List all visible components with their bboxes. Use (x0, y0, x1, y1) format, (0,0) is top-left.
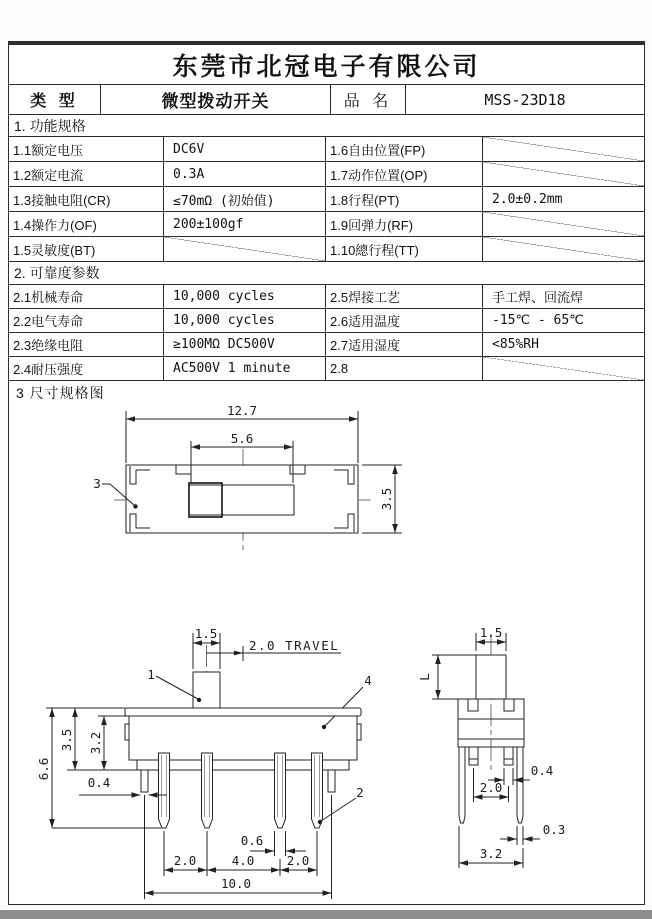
dimension-drawing (9, 405, 644, 909)
spec-label: 1.7动作位置(OP) (326, 162, 483, 186)
extension-lines (275, 831, 286, 856)
dim-height-with-base: 3.5 (59, 728, 74, 752)
spec-label: 2.1机械寿命 (9, 285, 164, 308)
side-tab (357, 724, 361, 740)
terminal-pin (202, 753, 213, 828)
spec-label: 1.2额定电流 (9, 162, 164, 186)
side-view-drawing (417, 625, 565, 868)
empty-cell (483, 357, 644, 380)
spec-value: 10,000 cycles (164, 285, 326, 308)
spec-row-1-2 (9, 162, 644, 187)
slider-knob-front (193, 672, 220, 708)
leader-label-cover: 4 (364, 673, 372, 688)
dim-overall-height: 6.6 (36, 757, 51, 781)
spec-value: ≤70mΩ (初始值) (164, 187, 326, 211)
spec-label: 1.8行程(PT) (326, 187, 483, 211)
dim-overall-width: 12.7 (226, 405, 258, 418)
dim-pin-width: 0.4 (530, 763, 554, 778)
leader-line (156, 676, 198, 699)
empty-cell (483, 212, 644, 236)
dim-lug-span: 10.0 (220, 876, 252, 891)
spec-label: 1.4操作力(OF) (9, 212, 164, 236)
dim-pitch-1: 2.0 (173, 853, 197, 868)
spec-row-1-4 (9, 212, 644, 237)
spec-sheet (8, 41, 645, 905)
dim-knob-width: 1.5 (194, 626, 218, 641)
spec-label: 2.7适用湿度 (326, 333, 483, 356)
front-view-drawing (36, 626, 372, 899)
dim-slot-width: 5.6 (230, 431, 254, 446)
dim-pin-pitch: 2.0 (479, 780, 503, 795)
dim-lug-width: 0.4 (87, 775, 111, 790)
leader-dot (318, 820, 322, 824)
spec-value: 手工焊、回流焊 (492, 290, 584, 305)
travel-arrow (234, 651, 243, 656)
leader-line (321, 798, 356, 821)
leader-label-housing: 3 (93, 476, 101, 491)
switch-body-top (126, 465, 358, 533)
spec-label: 2.5焊接工艺 (326, 285, 483, 308)
type-label: 类 型 (9, 85, 101, 114)
dim-knob-height: L (417, 673, 432, 681)
empty-cell (483, 137, 644, 161)
empty-cell (164, 237, 326, 261)
spec-label: 1.5灵敏度(BT) (9, 237, 164, 261)
empty-cell (483, 162, 644, 186)
terminal-pin-side (504, 747, 513, 765)
spec-row-2-1 (9, 285, 644, 309)
title-row (9, 45, 644, 85)
spec-label: 2.6适用温度 (326, 309, 483, 332)
type-row (9, 85, 644, 115)
leader-dot (133, 504, 137, 508)
spec-label: 1.9回弹力(RF) (326, 212, 483, 236)
terminal-pin (275, 753, 286, 828)
section2-title: 2. 可靠度参数 (9, 262, 644, 285)
spec-value: 2.0±0.2mm (492, 191, 563, 207)
empty-cell (483, 237, 644, 261)
section1-title: 1. 功能规格 (9, 115, 644, 137)
spec-value: 10,000 cycles (164, 309, 326, 332)
extension-lines (432, 655, 476, 699)
spec-label: 2.4耐压强度 (9, 357, 164, 380)
cover-plate (125, 708, 361, 716)
dim-pitch-2: 4.0 (231, 853, 255, 868)
leader-dot (322, 725, 326, 729)
top-view-drawing (93, 405, 402, 554)
spec-label: 2.2电气寿命 (9, 309, 164, 332)
spec-label: 1.3接触电阻(CR) (9, 187, 164, 211)
spec-label: 2.3绝缘电阻 (9, 333, 164, 356)
dim-body-depth: 3.5 (379, 487, 394, 511)
extension-lines (517, 826, 523, 845)
dim-travel: 2.0 TRAVEL (249, 638, 340, 653)
company-name: 东莞市北冠电子有限公司 (172, 53, 481, 81)
spec-row-2-4 (9, 357, 644, 381)
dim-leg-thickness: 0.3 (542, 822, 566, 837)
spec-label: 1.10總行程(TT) (326, 237, 483, 261)
spec-row-2-3 (9, 333, 644, 357)
spec-value: AC500V 1 minute (164, 357, 326, 380)
spec-value: 0.3A (164, 162, 326, 186)
terminal-pin (312, 753, 323, 828)
spec-value: DC6V (164, 137, 326, 161)
mounting-lug (328, 770, 335, 792)
terminal-pin (159, 753, 170, 828)
side-tab (125, 724, 129, 740)
terminal-pin-side (469, 747, 478, 765)
spec-value: 200±100gf (164, 212, 326, 236)
dim-terminal-width: 0.6 (240, 833, 264, 848)
scan-edge-artifact (0, 910, 652, 919)
spec-label: 1.1额定电压 (9, 137, 164, 161)
mounting-leg (517, 747, 523, 823)
spec-row-1-1 (9, 137, 644, 162)
slider-knob-side (476, 655, 506, 699)
leader-label-terminal: 2 (356, 785, 364, 800)
spec-value: ≥100MΩ DC500V (164, 333, 326, 356)
product-name-value: MSS-23D18 (484, 90, 566, 109)
spec-label: 1.6自由位置(FP) (326, 137, 483, 161)
spec-label: 2.8 (326, 357, 483, 380)
mounting-lug (141, 770, 148, 792)
dim-pitch-3: 2.0 (286, 853, 310, 868)
dimension-drawing-svg (9, 405, 646, 909)
spec-row-1-5 (9, 237, 644, 262)
mounting-leg (459, 747, 465, 823)
terminal-inner-lines (162, 755, 320, 817)
product-name-label: 品 名 (331, 85, 406, 114)
dim-body-height: 3.2 (88, 731, 103, 755)
leader-dot (197, 698, 201, 702)
spec-row-2-2 (9, 309, 644, 333)
spec-value: <85%RH (492, 337, 539, 352)
dim-body-width: 3.2 (479, 846, 503, 861)
leader-label-knob: 1 (147, 667, 155, 682)
spec-row-1-3 (9, 187, 644, 212)
section3-title: 3 尺寸规格图 (16, 385, 105, 401)
spec-value: -15℃ - 65℃ (492, 313, 584, 328)
dim-knob-width-side: 1.5 (479, 625, 503, 640)
extension-lines (504, 768, 513, 785)
type-value: 微型拨动开关 (101, 85, 331, 114)
